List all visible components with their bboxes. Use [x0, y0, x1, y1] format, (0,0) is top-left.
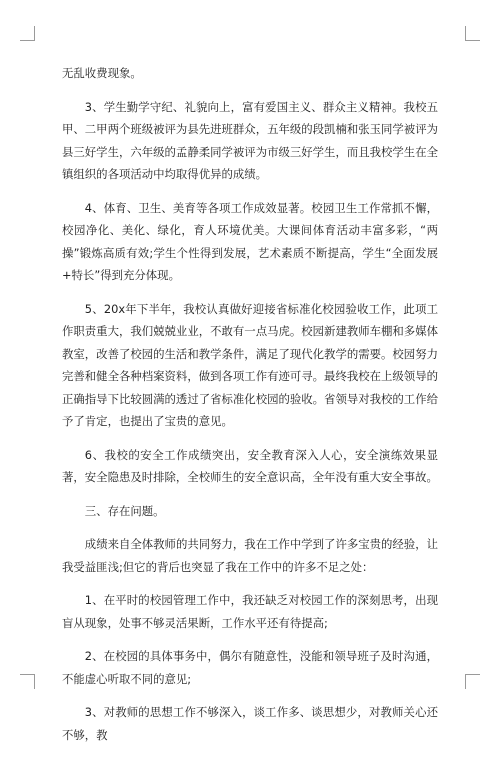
crop-mark-bottom-right — [465, 674, 480, 689]
paragraph-item-5: 5、20x年下半年，我校认真做好迎接省标准化校园验收工作，此项工作职责重大，我们兢兢业业，不敢有一点马虎。校园新建教师车棚和多媒体教室，改善了校园的生活和教学条件，满足了现代化教学的需要。校园努力完善和健全各种档案资料，做到各项工作有迹可寻。最终我校在上级领导的正确指导下比较圆满的透过了省标准化校园的验收。省领导对我校的工作给予了肯定，也提出了宝贵的意见。 — [62, 301, 438, 428]
paragraph-item-3: 3、学生勤学守纪、礼貌向上，富有爱国主义、群众主义精神。我校五甲、二甲两个班级被评为县先进班群众，五年级的段凯楠和张玉同学被评为县三好学生，六年级的孟静柔同学被评为市级三好学生，而且我校学生在全镇组织的各项活动中均取得优异的成绩。 — [62, 99, 438, 181]
document-page — [62, 62, 438, 757]
paragraph-item-6: 6、我校的安全工作成绩突出，安全教育深入人心，安全演练效果显著，安全隐患及时排除，全校师生的安全意识高，全年没有重大安全事故。 — [62, 447, 438, 484]
crop-mark-top-left — [20, 26, 35, 41]
paragraph-item-4: 4、体育、卫生、美育等各项工作成效显著。校园卫生工作常抓不懈，校园净化、美化、绿化，育人环境优美。大课间体育活动丰富多彩，“两操”锻炼高质有效;学生个性得到发展，艺术素质不断提高，学生“全面发展+特长”得到充分体现。 — [62, 200, 438, 282]
paragraph-continuation: 无乱收费现象。 — [62, 66, 142, 80]
paragraph-problems-intro: 成绩来自全体教师的共同努力，我在工作中学到了许多宝贵的经验，让我受益匪浅;但它的背后也突显了我在工作中的许多不足之处： — [62, 537, 438, 574]
paragraph-problem-3: 3、对教师的思想工作不够深入，谈工作多、谈思想少，对教师关心还不够，教 — [62, 705, 438, 742]
crop-mark-top-right — [465, 26, 480, 41]
paragraph-problem-2: 2、在校园的具体事务中，偶尔有随意性，没能和领导班子及时沟通，不能虚心听取不同的意见; — [62, 649, 438, 686]
paragraph-problem-1: 1、在平时的校园管理工作中，我还缺乏对校园工作的深刻思考，出现盲从现象，处事不够灵活果断，工作水平还有待提高; — [62, 593, 438, 630]
section-heading-problems: 三、存在问题。 — [84, 503, 165, 518]
crop-mark-bottom-left — [20, 674, 35, 689]
